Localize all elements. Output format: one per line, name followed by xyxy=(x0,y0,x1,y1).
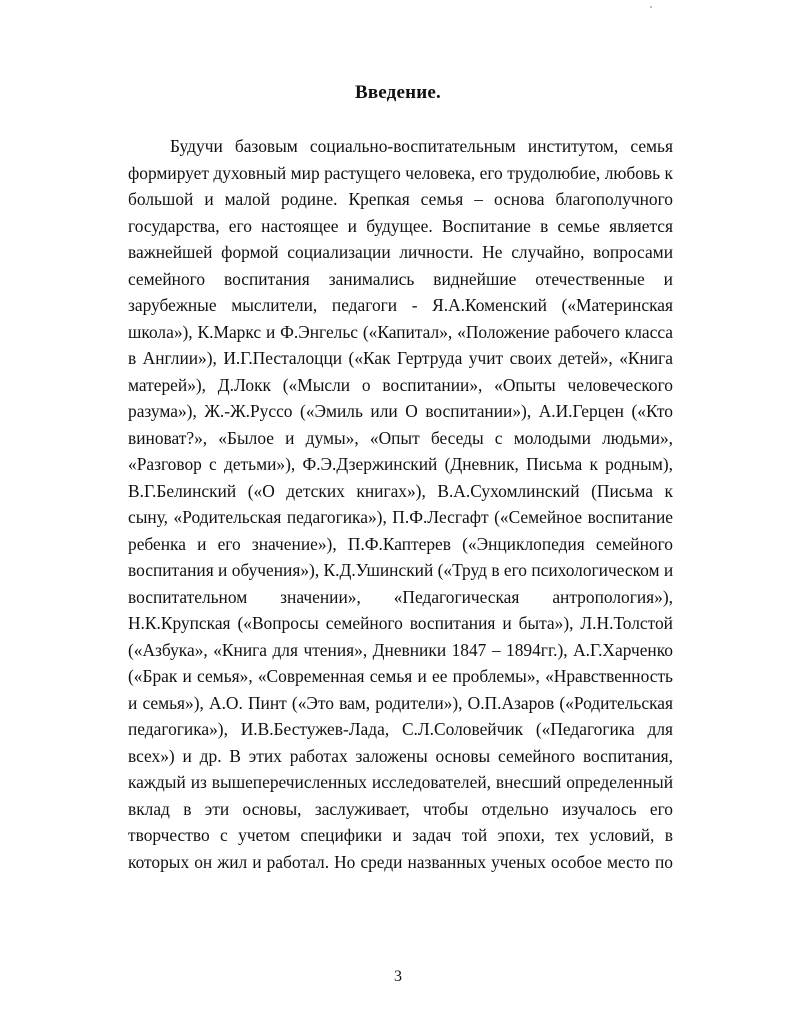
text-line: «Разговор с детьми»), Ф.Э.Дзержинский (Дневник, Письма к родным), xyxy=(128,454,673,474)
text-line: («Брак и семья», «Современная семья и ее проблемы», «Нравственность xyxy=(128,666,673,686)
text-line: зарубежные мыслители, педагоги - Я.А.Коменский («Материнская xyxy=(128,295,673,315)
text-line: воспитательном значении», «Педагогическая антропология»), xyxy=(128,586,673,607)
body-text xyxy=(128,133,673,875)
text-line: Н.К.Крупская («Вопросы семейного воспитания и быта»), Л.Н.Толстой xyxy=(128,613,673,633)
text-line: сыну, «Родительская педагогика»), П.Ф.Лесгафт («Семейное воспитание xyxy=(128,507,673,527)
text-line: виноват?», «Былое и думы», «Опыт беседы с молодыми людьми», xyxy=(128,427,673,448)
text-line: которых он жил и работал. Но среди названных ученых особое место по xyxy=(128,851,673,872)
text-line: в Англии»), И.Г.Песталоцци («Как Гертруда учит своих детей», «Книга xyxy=(128,348,673,368)
text-line: всех») и др. В этих работах заложены основы семейного воспитания, xyxy=(128,745,673,766)
text-line: государства, его настоящее и будущее. Воспитание в семье является xyxy=(128,215,673,236)
text-line: формирует духовный мир растущего человека, его трудолюбие, любовь к xyxy=(128,162,673,183)
text-line: семейного воспитания занимались виднейшие отечественные и xyxy=(128,268,673,289)
scan-speck xyxy=(650,6,652,8)
text-line: ребенка и его значение»), П.Ф.Каптерев («Энциклопедия семейного xyxy=(128,533,673,554)
text-line: («Азбука», «Книга для чтения», Дневники 1847 – 1894гг.), А.Г.Харченко xyxy=(128,639,673,660)
text-line: школа»), К.Маркс и Ф.Энгельс («Капитал», «Положение рабочего класса xyxy=(128,321,673,342)
text-line: В.Г.Белинский («О детских книгах»), В.А.Сухомлинский (Письма к xyxy=(128,480,673,501)
page-title: Введение. xyxy=(354,82,442,103)
text-line: каждый из вышеперечисленных исследователей, внесший определенный xyxy=(128,772,673,792)
text-line: и семья»), А.О. Пинт («Это вам, родители»), О.П.Азаров («Родительская xyxy=(128,692,673,713)
text-line: педагогика»), И.В.Бестужев-Лада, С.Л.Соловейчик («Педагогика для xyxy=(128,719,673,739)
text-line: вклад в эти основы, заслуживает, чтобы отдельно изучалось его xyxy=(128,798,673,819)
text-line: Будучи базовым социально-воспитательным институтом, семья xyxy=(170,136,673,156)
text-line: матерей»), Д.Локк («Мысли о воспитании», «Опыты человеческого xyxy=(128,374,673,395)
text-line: воспитания и обучения»), К.Д.Ушинский («Труд в его психологическом и xyxy=(128,560,674,580)
text-line: важнейшей формой социализации личности. Не случайно, вопросами xyxy=(128,242,673,262)
text-line: творчество с учетом специфики и задач той эпохи, тех условий, в xyxy=(128,825,673,845)
page-number: 3 xyxy=(394,968,402,985)
text-line: большой и малой родине. Крепкая семья – основа благополучного xyxy=(128,189,673,209)
text-line: разума»), Ж.-Ж.Руссо («Эмиль или О воспитании»), А.И.Герцен («Кто xyxy=(128,401,673,421)
